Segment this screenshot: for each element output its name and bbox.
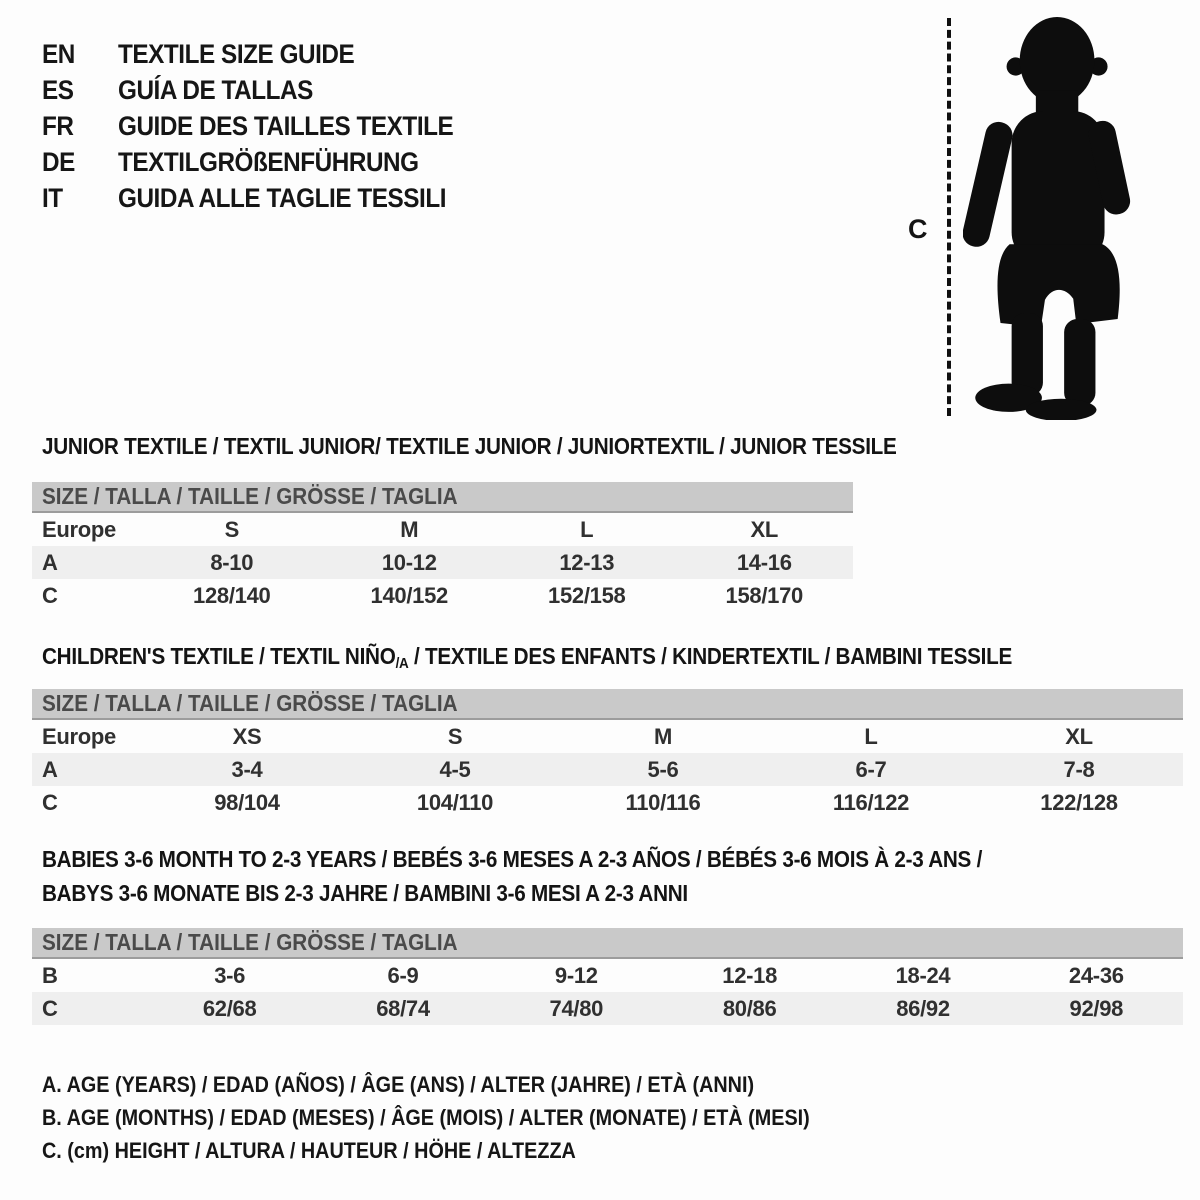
table-row-age [32,546,853,579]
size-cell: XL [750,517,778,542]
age-cell: 7-8 [1063,757,1095,782]
row-label: A [42,550,58,575]
age-cell: 18-24 [895,963,951,988]
table-row-age-months [32,959,1183,992]
height-cell: 128/140 [193,583,271,608]
row-label: C [42,583,58,608]
height-cell: 62/68 [202,996,257,1021]
age-cell: 14-16 [736,550,792,575]
age-cell: 6-9 [387,963,419,988]
legend-line-b: B. AGE (MONTHS) / EDAD (MESES) / ÂGE (MOIS) / ALTER (MONATE) / ETÀ (MESI) [42,1105,810,1130]
size-cell: XL [1065,724,1093,749]
height-cell: 158/170 [725,583,803,608]
size-cell: M [400,517,419,542]
size-cell: S [447,724,463,749]
size-cell: L [864,724,878,749]
lang-title-de: TEXTILGRÖßENFÜHRUNG [118,146,419,177]
lang-code-de: DE [42,146,75,177]
age-cell: 12-13 [559,550,615,575]
lang-title-es: GUÍA DE TALLAS [118,74,313,105]
height-cell: 68/74 [376,996,430,1021]
table-row-europe [32,720,1183,753]
babies-section-title-line2: BABYS 3-6 MONATE BIS 2-3 JAHRE / BAMBINI 3-6 MESI A 2-3 ANNI [42,880,688,906]
table-row-height [32,786,1183,819]
age-cell: 24-36 [1068,963,1124,988]
size-cell: S [224,517,239,542]
height-cell: 98/104 [214,790,280,815]
row-label: Europe [42,724,116,749]
age-cell: 9-12 [554,963,598,988]
row-label: C [42,790,58,815]
height-cell: 80/86 [722,996,777,1021]
lang-title-it: GUIDA ALLE TAGLIE TESSILI [118,182,447,213]
height-cell: 110/116 [625,790,701,815]
legend-line-a: A. AGE (YEARS) / EDAD (AÑOS) / ÂGE (ANS) / ALTER (JAHRE) / ETÀ (ANNI) [42,1072,755,1097]
age-cell: 3-4 [231,757,263,782]
lang-code-fr: FR [42,110,74,141]
size-header-band: SIZE / TALLA / TAILLE / GRÖSSE / TAGLIA [32,928,1183,959]
measure-legend [42,1072,895,1171]
size-header-band: SIZE / TALLA / TAILLE / GRÖSSE / TAGLIA [32,482,853,513]
height-cell: 86/92 [896,996,950,1021]
age-cell: 5-6 [647,757,679,782]
lang-row-de [42,144,491,180]
size-cell: L [580,517,594,542]
table-row-height [32,579,853,612]
height-cell: 104/110 [416,790,494,815]
lang-title-en: TEXTILE SIZE GUIDE [118,38,355,69]
size-cell: M [653,724,673,749]
lang-row-it [42,180,491,216]
age-cell: 6-7 [855,757,887,782]
height-cell: 74/80 [549,996,604,1021]
height-cell: 122/128 [1040,790,1118,815]
lang-row-es [42,72,491,108]
children-section-title: CHILDREN'S TEXTILE / TEXTIL NIÑO/A / TEXTILE DES ENFANTS / KINDERTEXTIL / BAMBINI TESSILE [42,643,1013,672]
row-label: A [42,757,58,782]
lang-code-es: ES [42,74,74,105]
age-cell: 4-5 [439,757,471,782]
row-label: C [42,996,58,1021]
junior-size-table [32,482,853,612]
age-cell: 3-6 [214,963,246,988]
table-row-height [32,992,1183,1025]
age-cell: 10-12 [381,550,437,575]
children-size-table [32,689,1183,819]
babies-section-title-line1: BABIES 3-6 MONTH TO 2-3 YEARS / BEBÉS 3-6 MESES A 2-3 AÑOS / BÉBÉS 3-6 MOIS À 2-3 ANS / [42,846,983,872]
lang-code-en: EN [42,38,75,69]
height-cell: 116/122 [832,790,910,815]
babies-size-table [32,928,1183,1025]
row-label: B [42,963,58,988]
height-measure-label: C [908,214,928,244]
lang-code-it: IT [42,182,63,213]
height-measure-dashed-line [947,18,951,416]
language-title-block [42,36,491,216]
size-cell: XS [232,724,262,749]
toddler-silhouette-icon [963,14,1137,420]
legend-line-c: C. (cm) HEIGHT / ALTURA / HAUTEUR / HÖHE / ALTEZZA [42,1138,576,1163]
lang-row-en [42,36,491,72]
size-header-band: SIZE / TALLA / TAILLE / GRÖSSE / TAGLIA [32,689,1183,720]
age-cell: 8-10 [210,550,254,575]
lang-title-fr: GUIDE DES TAILLES TEXTILE [118,110,454,141]
row-label: Europe [42,517,116,542]
height-cell: 92/98 [1069,996,1124,1021]
lang-row-fr [42,108,491,144]
junior-section-title: JUNIOR TEXTILE / TEXTIL JUNIOR/ TEXTILE JUNIOR / JUNIORTEXTIL / JUNIOR TESSILE [42,433,897,459]
table-row-europe [32,513,853,546]
height-cell: 152/158 [548,583,626,608]
age-cell: 12-18 [722,963,778,988]
height-cell: 140/152 [370,583,448,608]
table-row-age [32,753,1183,786]
